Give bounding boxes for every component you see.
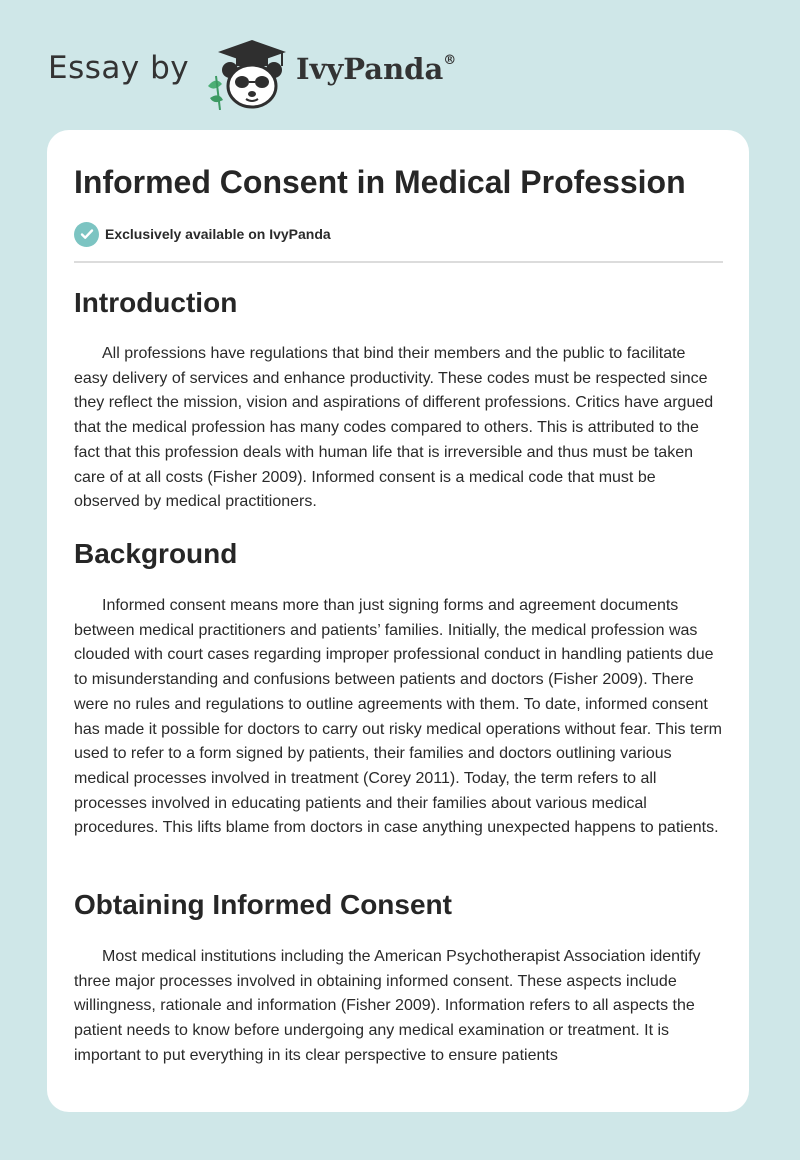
- section-heading-background: Background: [74, 538, 238, 569]
- section-text-obtaining-consent: Most medical institutions including the American Psychotherapist Association identify three major processes involved in obtaining informed consent. These aspects include willingness, rationale and information (Fisher 2009). Information refers to all aspects the patient needs to know before undergoing any medical examination or treatment. It is important to put everything in its clear perspective to ensure patients: [74, 948, 701, 1064]
- brand-name: IvyPanda®: [296, 52, 457, 86]
- check-icon: [74, 222, 99, 247]
- section-text-introduction: All professions have regulations that bind their members and the public to facilitate easy delivery of services and enhance productivity. These codes must be respected since they reflect the mission, vision and aspirations of different professions. Critics have argued that the medical profession has many codes compared to others. This is attributed to the fact that this profession deals with human life that is irreversible and thus must be taken care of at all costs (Fisher 2009). Informed consent is a medical code that must be observed by medical practitioners.: [74, 345, 714, 511]
- site-header: [48, 34, 748, 110]
- panda-logo-icon: [200, 36, 292, 110]
- essay-by-label: Essay by: [48, 50, 190, 86]
- badge-label: Exclusively available on IvyPanda: [105, 226, 331, 242]
- essay-card: [47, 130, 749, 1112]
- exclusive-badge: [74, 221, 331, 247]
- section-heading-obtaining-consent: Obtaining Informed Consent: [74, 889, 452, 920]
- section-text-background: Informed consent means more than just signing forms and agreement documents between medical practitioners and patients’ families. Initially, the medical profession was clouded with court cases regarding improper professional conduct in handling patients due to misunderstanding and confusions between patients and doctors (Fisher 2009). There were no rules and regulations to outline agreements with them. To date, informed consent has made it possible for doctors to carry out risky medical operations without fear. This term used to refer to a form signed by patients, their families and doctors outlining various medical processes involved in treatment (Corey 2011). Today, the term refers to all processes involved in educating patients and their families about various medical procedures. This lifts blame from doctors in case anything unexpected happens to patients.: [74, 597, 722, 837]
- page-title: Informed Consent in Medical Profession: [74, 164, 686, 200]
- divider: [74, 261, 723, 263]
- section-heading-introduction: Introduction: [74, 287, 238, 318]
